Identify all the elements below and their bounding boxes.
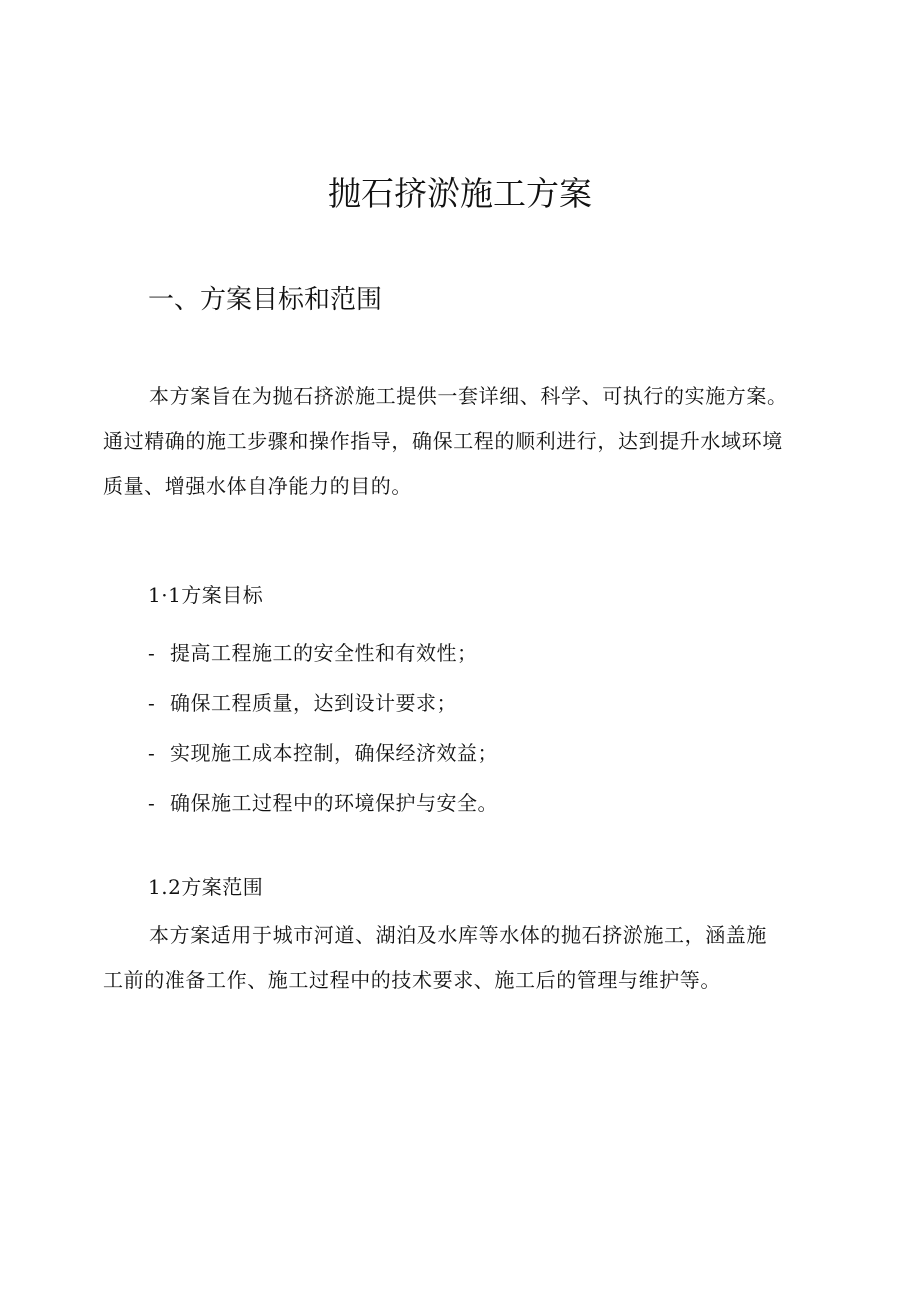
scope-line-2: 工前的准备工作、施工过程中的技术要求、施工后的管理与维护等。 bbox=[103, 968, 721, 992]
intro-line-3: 质量、增强水体自净能力的目的。 bbox=[103, 474, 412, 498]
list-item-text: 确保工程质量，达到设计要求； bbox=[170, 691, 457, 715]
subheading-scope: 1.2方案范围 bbox=[148, 875, 264, 899]
bullet-dash: - bbox=[148, 791, 156, 815]
bullet-dash: - bbox=[148, 641, 156, 665]
list-item bbox=[148, 628, 498, 678]
list-item bbox=[148, 728, 498, 778]
scope-paragraph bbox=[103, 913, 823, 1003]
section-heading-goals-scope: 一、方案目标和范围 bbox=[148, 285, 383, 315]
intro-line-1: 本方案旨在为抛石挤淤施工提供一套详细、科学、可执行的实施方案。 bbox=[149, 384, 788, 408]
document-title: 抛石挤淤施工方案 bbox=[328, 174, 592, 213]
subheading-goals: 1·1方案目标 bbox=[148, 583, 264, 607]
list-item bbox=[148, 678, 498, 728]
intro-line-2: 通过精确的施工步骤和操作指导，确保工程的顺利进行，达到提升水域环境 bbox=[103, 429, 783, 453]
intro-paragraph bbox=[103, 374, 823, 509]
list-item-text: 确保施工过程中的环境保护与安全。 bbox=[170, 791, 498, 815]
bullet-dash: - bbox=[148, 741, 156, 765]
scope-line-1: 本方案适用于城市河道、湖泊及水库等水体的抛石挤淤施工，涵盖施 bbox=[149, 923, 767, 947]
list-item-text: 实现施工成本控制，确保经济效益； bbox=[170, 741, 498, 765]
list-item bbox=[148, 778, 498, 828]
bullet-dash: - bbox=[148, 691, 156, 715]
goals-list bbox=[148, 628, 498, 828]
list-item-text: 提高工程施工的安全性和有效性； bbox=[170, 641, 478, 665]
